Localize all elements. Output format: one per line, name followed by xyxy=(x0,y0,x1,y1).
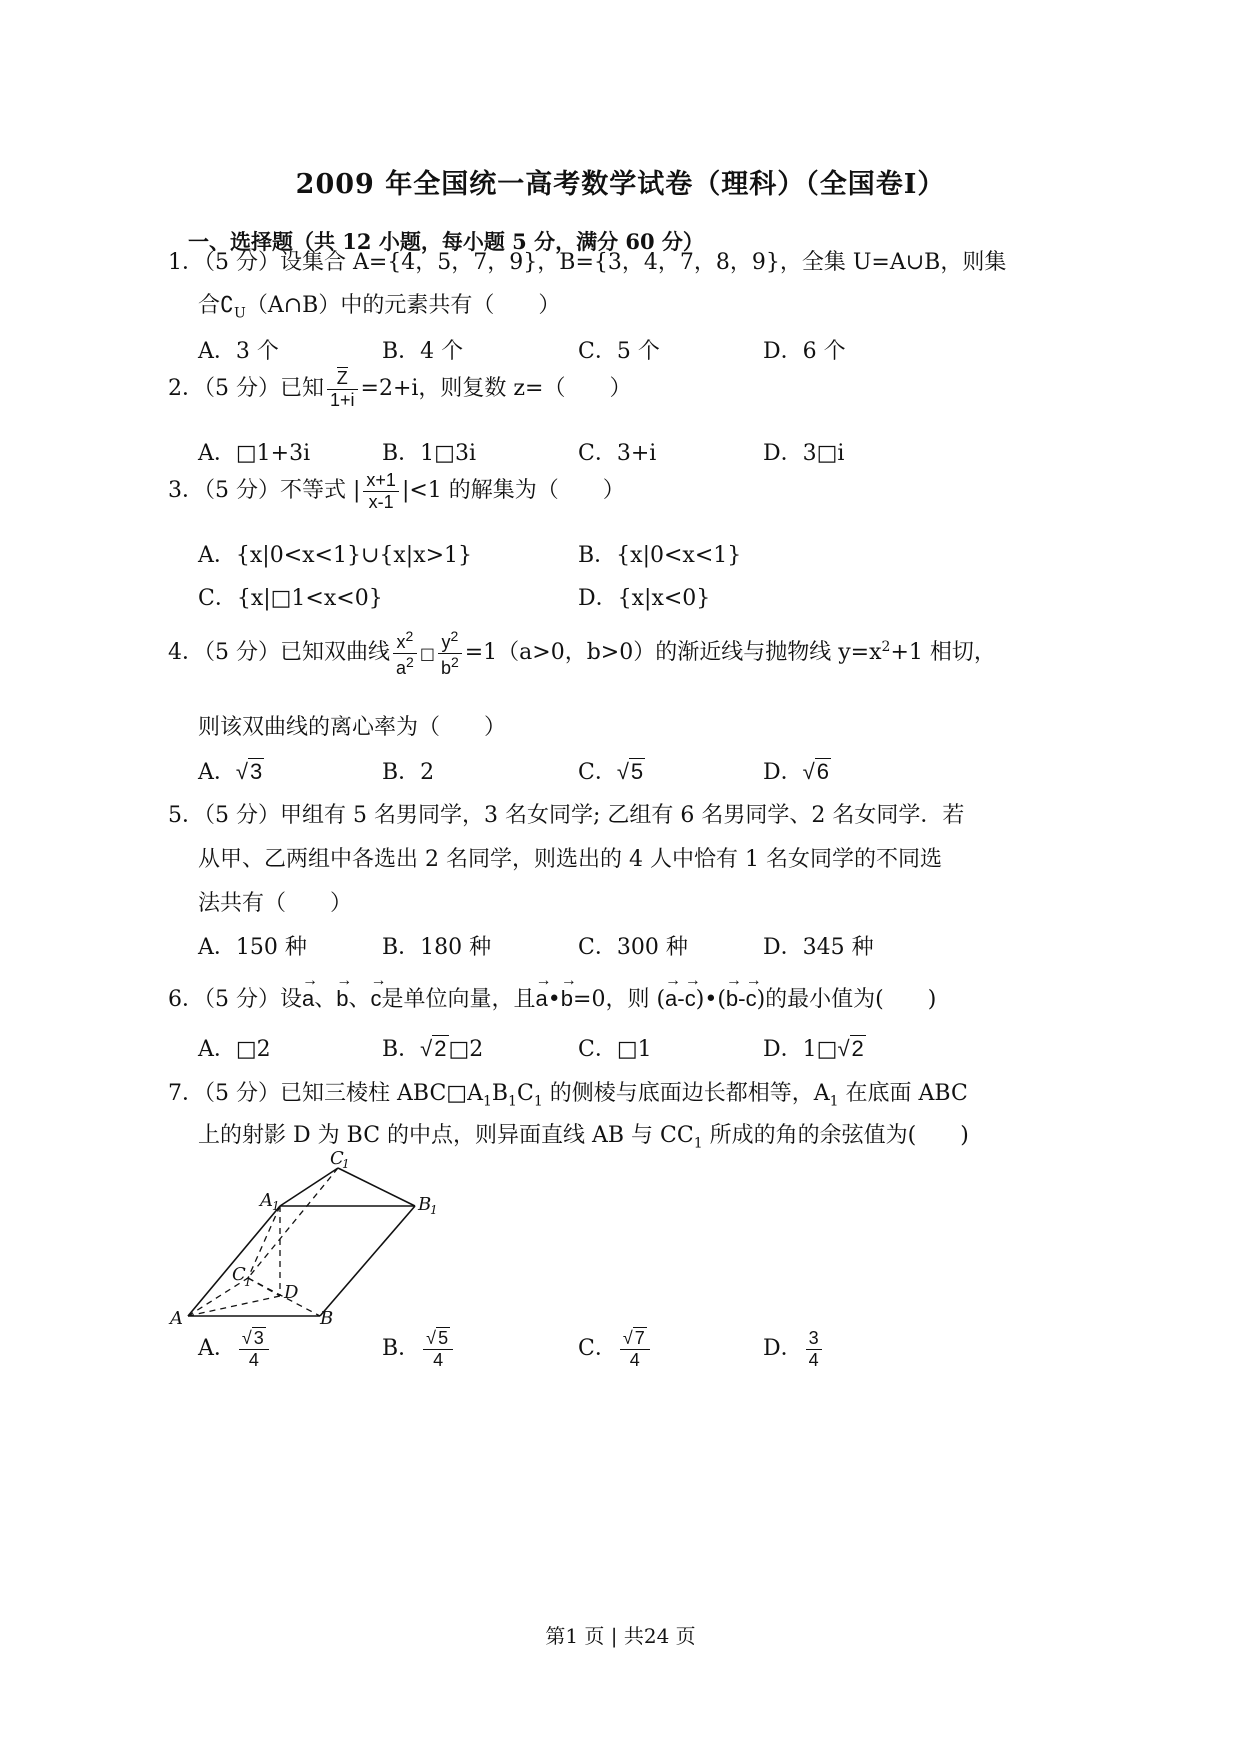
q4-stem: 4．（5 分）已知双曲线 $\frac{x^2}{a^2}$ □ $\frac{y^2}{b^2}$ =1（a>0，b>0）的渐近线与抛物线 $y=x^2+1$ 相切， xyxy=(168,628,996,678)
fig-label-b1: B xyxy=(418,1194,432,1215)
q1-option-c: C．5 个 xyxy=(578,339,660,364)
q7-option-a: A． $\frac{√ 3}{4}$ xyxy=(198,1328,272,1370)
fig-label-b: B xyxy=(320,1308,334,1329)
q5-option-c: C．300 种 xyxy=(578,935,688,960)
q7-option-c: C． $\frac{√ 7}{4}$ xyxy=(578,1328,653,1370)
q4-fraction-y: $\frac{y^2}{b^2}$ xyxy=(438,628,462,678)
page-title: 2009 年全国统一高考数学试卷（理科）（全国卷I） xyxy=(295,169,946,200)
q6-option-d: D．1□√2 xyxy=(763,1036,864,1062)
q7-option-b: B． $\frac{√ 5}{4}$ xyxy=(382,1328,456,1370)
q1-line1: 1．（5 分）设集合 A={4，5，7，9}，B={3，4，7，8，9}，全集 U=A∪B，则集 xyxy=(168,250,1007,275)
q6-option-a: A．□2 xyxy=(198,1037,271,1062)
q2-fraction: $\frac{Z}{1+i}$ xyxy=(327,368,358,410)
q5-option-d: D．345 种 xyxy=(763,935,874,960)
q3-fraction: $\frac{x+1}{x-1}$ xyxy=(363,470,399,512)
q5-line1: 5．（5 分）甲组有 5 名男同学，3 名女同学; 乙组有 6 名男同学、2 名女同学．若 xyxy=(168,803,965,828)
q5-option-a: A．150 种 xyxy=(198,935,307,960)
q6-option-b: B．√2□2 xyxy=(382,1036,484,1062)
q3-option-d: D．{x|x<0} xyxy=(578,586,711,611)
q4-option-a: A．√3 xyxy=(198,759,263,785)
q1-line2: 合$∁_U(A\cap B)$中的元素共有（ ） xyxy=(198,292,561,322)
q7-line1: 7．（5 分）已知三棱柱 $ABC□A_1B_1C_1$ 的侧棱与底面边长都相等，$A_1$ 在底面 ABC xyxy=(168,1081,968,1110)
q4-line2: 则该双曲线的离心率为（ ） xyxy=(198,715,507,740)
q7-line2: 上的射影 D 为 BC 的中点，则异面直线 AB 与 $CC_1$ 所成的角的余弦值为( ) xyxy=(198,1123,969,1152)
fig-label-a1-sub: 1 xyxy=(272,1199,280,1213)
q2-stem: 2．（5 分）已知 $\frac{Z}{1+i}$ =2+i，则复数 z=（ ） xyxy=(168,368,632,410)
fig-label-d: D xyxy=(284,1282,299,1303)
q3-option-c: C．{x|□1<x<0} xyxy=(198,586,383,611)
page-footer: 第1 页 | 共24 页 xyxy=(545,1624,696,1648)
q2-option-d: D．3□i xyxy=(763,441,845,466)
q2-option-c: C．3+i xyxy=(578,441,657,466)
q4-fraction-x: $\frac{x^2}{a^2}$ xyxy=(393,628,417,678)
q2-option-b: B．1□3i xyxy=(382,441,476,466)
q4-option-c: C．√5 xyxy=(578,759,644,785)
q6-stem: 6．（5 分）设→ a、→ b、→ c是单位向量，且→ a•→ b=0，则 (→ a-→ c)•(→ b-→ c)的最小值为( ) xyxy=(168,982,936,1013)
q3-option-b: B．{x|0<x<1} xyxy=(578,543,742,568)
q1-option-a: A．3 个 xyxy=(198,339,279,364)
fig-label-a: A xyxy=(170,1308,183,1329)
q6-option-c: C．□1 xyxy=(578,1037,652,1062)
q3-option-a: A．{x|0<x<1}∪{x|x>1} xyxy=(198,543,473,568)
q2-option-a: A．□1+3i xyxy=(198,441,311,466)
fig-label-b1-sub: 1 xyxy=(430,1203,438,1217)
fig-label-a1: A xyxy=(260,1190,273,1211)
fig-label-c1: C xyxy=(330,1148,344,1169)
q5-line2: 从甲、乙两组中各选出 2 名同学，则选出的 4 人中恰有 1 名女同学的不同选 xyxy=(198,847,942,872)
fig-label-c-sub: 1 xyxy=(244,1275,252,1289)
q1-option-b: B．4 个 xyxy=(382,339,464,364)
q5-line3: 法共有（ ） xyxy=(198,891,353,916)
section-heading: 一、选择题（共 12 小题，每小题 5 分，满分 60 分） xyxy=(188,229,704,254)
fig-label-c: C xyxy=(232,1264,246,1285)
q7-option-d: D． $\frac{3}{4}$ xyxy=(763,1328,825,1370)
q5-option-b: B．180 种 xyxy=(382,935,492,960)
fig-label-c1-sub: 1 xyxy=(342,1157,350,1171)
q4-option-d: D．√6 xyxy=(763,759,829,785)
q1-option-d: D．6 个 xyxy=(763,339,846,364)
q3-stem: 3．（5 分）不等式 | $\frac{x+1}{x-1}$ |<1 的解集为（ ） xyxy=(168,470,625,512)
q4-option-b: B．2 xyxy=(382,760,435,785)
prism-figure xyxy=(160,1148,460,1338)
